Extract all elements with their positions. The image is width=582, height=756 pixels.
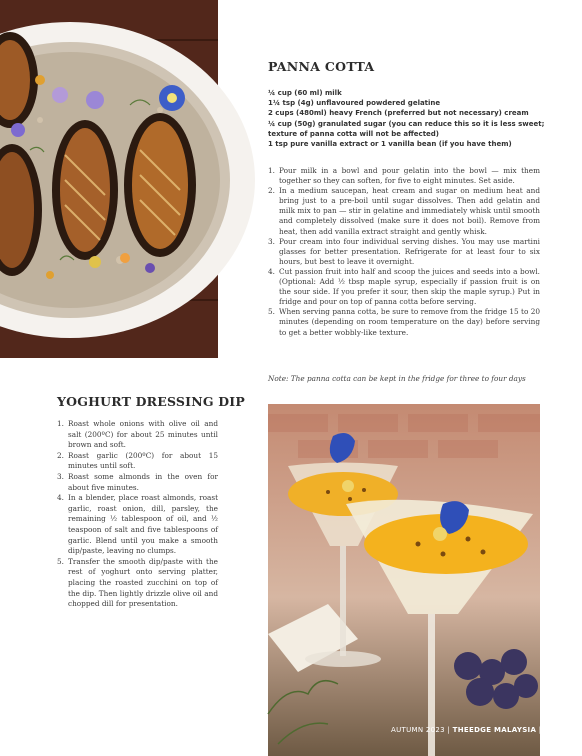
footer-section: HAVEN <box>543 726 570 734</box>
step-number: 3. <box>268 236 275 246</box>
footer-separator: | <box>538 726 542 734</box>
panna-cotta-steps <box>268 166 540 338</box>
ingredient-line: texture of panna cotta will not be affected) <box>268 129 440 138</box>
footer-separator: | <box>447 726 451 734</box>
yoghurt-dip-steps <box>57 419 218 610</box>
panna-cotta-ingredients <box>268 88 545 149</box>
step-number: 5. <box>268 307 275 317</box>
panna-cotta-title: PANNA COTTA <box>268 59 375 74</box>
step-item <box>268 166 540 186</box>
page-number: 89 <box>572 726 582 734</box>
step-item <box>57 557 218 610</box>
step-item <box>57 451 218 472</box>
step-text: In a blender, place roast almonds, roast garlic, roast onion, dill, parsley, the remaining ½ tablespoon of oil, and ½ teaspoon of salt and five tablespoons of garlic. Blend until you make a smooth dip/paste, leaving no clumps. <box>68 493 218 556</box>
step-item <box>268 267 540 307</box>
step-number: 1. <box>268 166 275 175</box>
ingredient-line: ¼ cup (60 ml) milk <box>268 89 342 97</box>
ingredient-line: 1 tsp pure vanilla extract or 1 vanilla bean (if you have them) <box>268 140 512 149</box>
step-number: 3. <box>57 471 64 481</box>
step-number: 4. <box>268 266 275 276</box>
step-item <box>57 419 218 451</box>
step-text: Transfer the smooth dip/paste with the rest of yoghurt onto serving platter, placing the roasted zucchini on top of the dip. Then lightly drizzle olive oil and chopped dill for presentation. <box>68 556 218 609</box>
panna-cotta-glasses-photo <box>268 404 540 756</box>
step-number: 4. <box>57 493 64 503</box>
step-item <box>57 472 218 493</box>
step-item <box>268 307 540 337</box>
step-item <box>57 493 218 557</box>
step-text: Roast garlic (200ºC) for about 15 minutes until soft. <box>68 450 218 471</box>
step-text: Pour milk in a bowl and pour gelatin into the bowl — mix them together so they can soften, for five to eight minutes. Set aside. <box>279 166 540 186</box>
storage-note: Note: The panna cotta can be kept in the fridge for three to four days <box>268 374 526 383</box>
step-number: 1. <box>57 419 64 428</box>
step-item <box>268 186 540 236</box>
zucchini-platter-photo <box>0 0 218 358</box>
footer-brand: THEEDGE MALAYSIA <box>452 726 537 734</box>
step-text: When serving panna cotta, be sure to remove from the fridge 15 to 20 minutes (depending on room temperature on the day) before serving to get a better wobbly-like texture. <box>279 307 540 337</box>
step-text: In a medium saucepan, heat cream and sugar on medium heat and bring just to a pre-boil until sugar dissolves. Then add gelatin and milk mix to pan — stir in gelatine and immediately whisk until smooth and completely dissolved (make sure it does not boil). Remove from heat, then add vanilla extract straight and gently whisk. <box>279 186 540 236</box>
step-item <box>268 237 540 267</box>
ingredient-line: 1¼ tsp (4g) unflavoured powdered gelatine <box>268 99 441 108</box>
footer-season: AUTUMN 2023 <box>391 726 445 734</box>
step-text: Pour cream into four individual serving dishes. You may use martini glasses for better presentation. Refrigerate for at least four to six hours, but best to leave it overnight. <box>279 236 540 266</box>
page-footer <box>391 726 582 734</box>
step-number: 2. <box>57 450 64 460</box>
yoghurt-dip-title: YOGHURT DRESSING DIP <box>57 394 245 409</box>
step-text: Cut passion fruit into half and scoop the juices and seeds into a bowl. (Optional: Add ½ tbsp maple syrup, especially if passion fruit is on the sour side. If you prefer it sour, then skip the maple syrup.) Put in fridge and pour on top of panna cotta before serving. <box>279 266 540 307</box>
step-text: Roast whole onions with olive oil and salt (200ºC) for about 25 minutes until brown and soft. <box>68 419 218 450</box>
ingredient-line: ¼ cup (50g) granulated sugar (you can reduce this so it is less sweet; <box>268 119 545 128</box>
step-text: Roast some almonds in the oven for about five minutes. <box>68 471 218 492</box>
step-number: 5. <box>57 556 64 566</box>
step-number: 2. <box>268 186 275 196</box>
ingredient-line: 2 cups (480ml) heavy French (preferred but not necessary) cream <box>268 109 529 118</box>
